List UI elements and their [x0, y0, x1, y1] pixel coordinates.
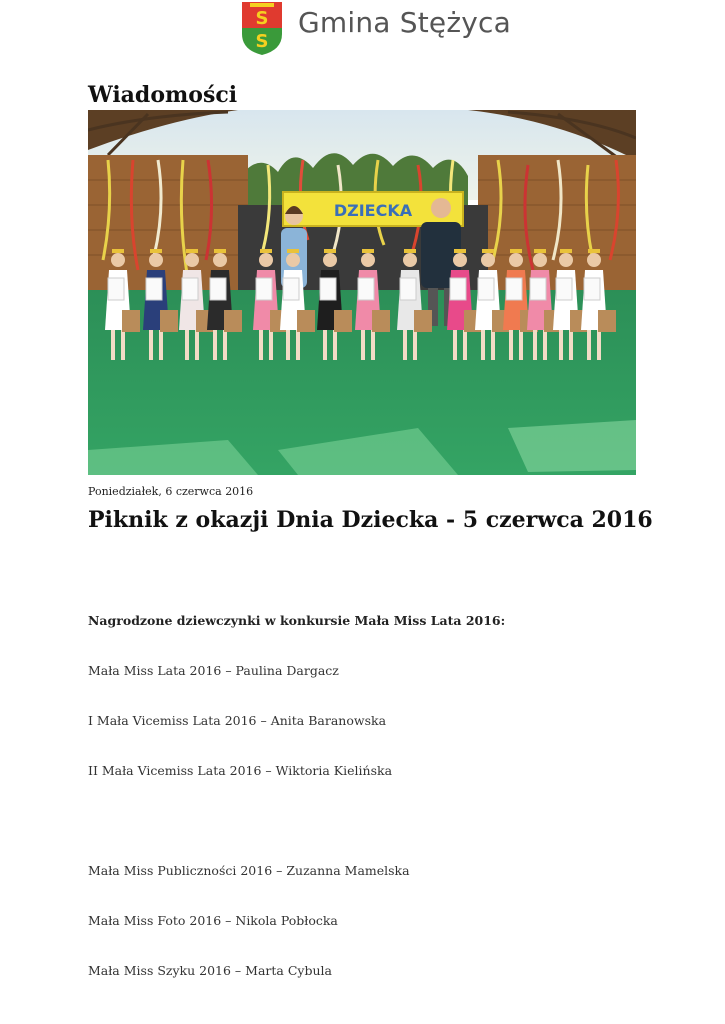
award-line: Mała Miss Lata 2016 – Paulina Dargacz [88, 663, 339, 678]
award-line: I Mała Vicemiss Lata 2016 – Anita Baranowska [88, 713, 387, 728]
logo-letter-top: S [255, 8, 269, 29]
site-header [0, 0, 725, 60]
award-line: Mała Miss Szyku 2016 – Marta Cybula [88, 963, 332, 978]
article-date: Poniedziałek, 6 czerwca 2016 [88, 485, 254, 498]
award-line: Mała Miss Publiczności 2016 – Zuzanna Mamelska [88, 863, 410, 878]
article-title: Piknik z okazji Dnia Dziecka - 5 czerwca 2016 [88, 507, 653, 533]
logo-letter-bottom: S [255, 31, 269, 52]
banner-text: DZIECKA [333, 201, 413, 220]
award-line: II Mała Vicemiss Lata 2016 – Wiktoria Kielińska [88, 763, 393, 778]
article-photo[interactable] [88, 110, 636, 475]
coat-of-arms-logo[interactable] [240, 0, 284, 56]
award-line: Mała Miss Foto 2016 – Nikola Pobłocka [88, 913, 338, 928]
site-brand-name[interactable]: Gmina Stężyca [298, 6, 511, 39]
section-title: Wiadomości [88, 82, 238, 108]
article-intro: Nagrodzone dziewczynki w konkursie Mała Miss Lata 2016: [88, 613, 506, 628]
